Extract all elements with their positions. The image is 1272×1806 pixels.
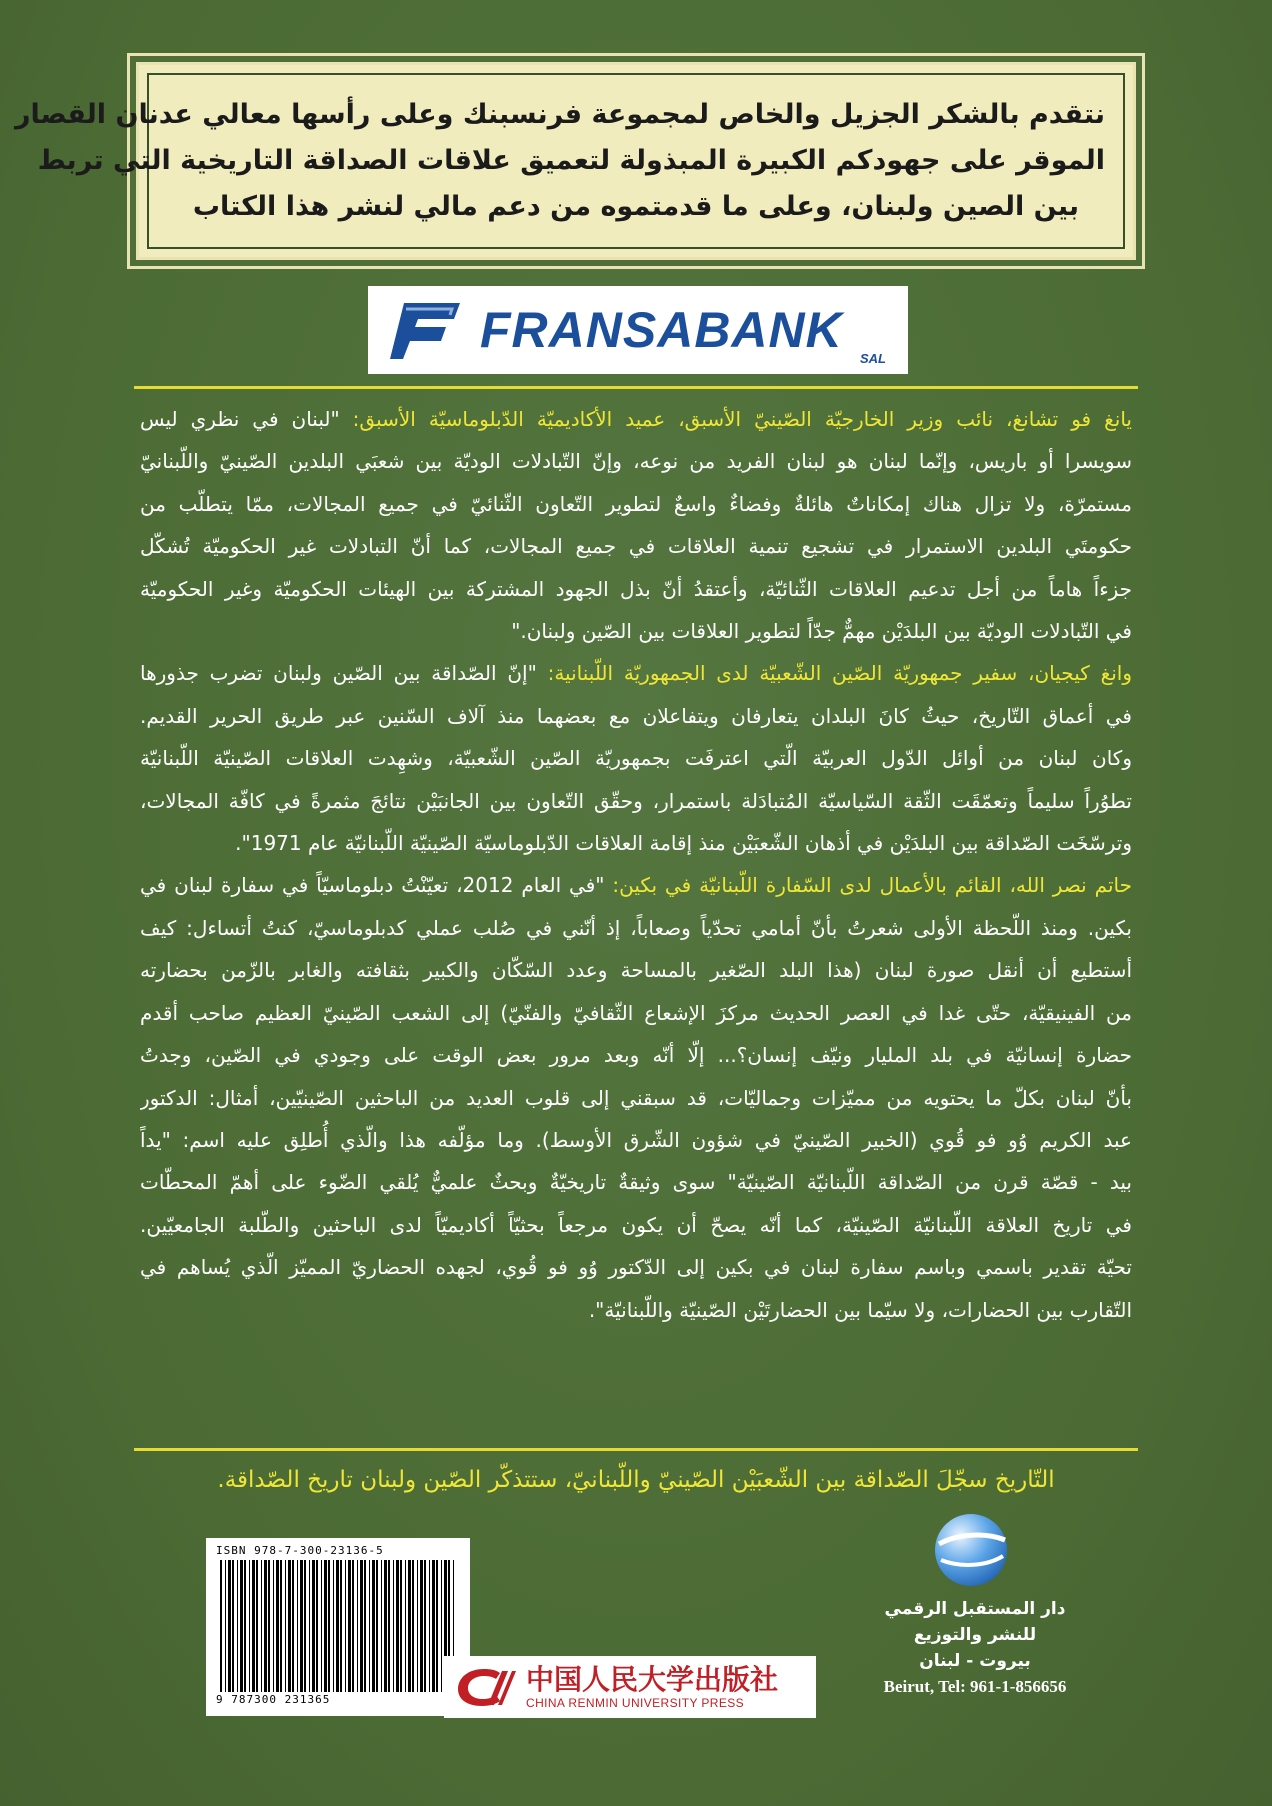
text-line: [140, 1077, 1132, 1119]
fransabank-name: FRANSABANK: [480, 302, 843, 358]
publisher-info: [840, 1596, 1110, 1700]
barcode-bar: [364, 1560, 366, 1692]
quote-text: بأنّ لبنان بكلّ ما يحتويه من مميّزات وجماليّات، قد سبقني إلى قلوب العديد من الباحثين الصّينيّين، أمثال: الدكتور: [140, 1085, 1132, 1110]
quote-text: وترسّخَت الصّداقة بين البلدَيْن في أذهان الشّعبَيْن منذ إقامة العلاقات الدّبلوماسيّة الصّينيّة اللّبنانيّة عام 1971".: [235, 831, 1132, 856]
publisher-city: بيروت - لبنان: [919, 1651, 1031, 1671]
text-line: [140, 1289, 1132, 1331]
barcode-bar: [244, 1560, 246, 1692]
barcode-bar: [357, 1560, 358, 1692]
quote-text: في أعماق التّاريخ، حيثُ كانَ البلدان يتعارفان ويتفاعلان مع بعضهما منذ آلاف السّنين عبر طريق الحرير القديم.: [140, 703, 1132, 728]
barcode-bar: [324, 1560, 327, 1692]
barcode-bar: [288, 1560, 291, 1692]
barcode-bar: [316, 1560, 318, 1692]
quote-text: من الفينيقيّة، حتّى غدا في العصر الحديث مركزَ الإشعاع الثّقافيّ والفنّيّ) إلى الشعب الصّينيّ العظيم صاحب أقدم: [140, 1000, 1132, 1025]
barcode-bar: [424, 1560, 426, 1692]
quote-text: جزءاً هاماً من أجل تدعيم العلاقات الثّنائيّة، وأعتقدُ أنّ بذل الجهود المشتركة بين الهيئات الحكوميّة وغير الحكوميّة: [140, 576, 1132, 601]
barcode-bar: [436, 1560, 438, 1692]
text-line: [140, 398, 1132, 440]
barcode-bar: [372, 1560, 375, 1692]
text-line: [140, 652, 1132, 694]
text-line: [140, 822, 1132, 864]
text-line: [140, 1161, 1132, 1203]
text-line: [140, 949, 1132, 991]
barcode-bar: [280, 1560, 282, 1692]
barcode-bar: [273, 1560, 274, 1692]
quote-text: مستمرّة، ولا تزال هناك إمكاناتٌ هائلةٌ وفضاءٌ واسعٌ لتطوير التّعاون الثّنائيّ في جميع المجالات، ممّا يتطلّب من: [140, 491, 1132, 516]
barcode-bar: [297, 1560, 298, 1692]
press-logo: [444, 1656, 816, 1718]
speaker-name: حاتم نصر الله، القائم بالأعمال لدى السّفارة اللّبنانيّة في بكين:: [604, 873, 1132, 898]
barcode-bar: [432, 1560, 435, 1692]
quote-text: عبد الكريم وُو فو قُوي (الخبير الصّينيّ في شؤون الشّرق الأوسط). وما مؤلّفه هذا والّذي أُطلِق عليه اسم: "يداً: [140, 1127, 1132, 1152]
barcode-bar: [276, 1560, 279, 1692]
barcode-bar: [393, 1560, 394, 1692]
isbn-barcode-box: [206, 1538, 470, 1716]
barcode-bar: [360, 1560, 363, 1692]
barcode-bar: [420, 1560, 423, 1692]
quote-text: تحيّة تقدير باسمي وباسم سفارة لبنان في بكين إلى الدّكتور وُو فو قُوي، لجهده الحضاريّ المميّز الّذي يُساهم في: [140, 1255, 1132, 1280]
text-line: [140, 992, 1132, 1034]
fransabank-suffix: SAL: [860, 351, 886, 366]
text-line: [140, 1034, 1132, 1076]
barcode-bar: [240, 1560, 243, 1692]
quote-text: في تاريخ العلاقة اللّبنانيّة الصّينيّة، كما أنّه يصحّ أن يكون مرجعاً بحثيّاً أكاديميّاً لدى الباحثين والطّلبة الجامعيّين.: [140, 1212, 1132, 1237]
quote-text: حكومتَي البلدين الاستمرار في تشجيع تنمية العلاقات في جميع المجالات، كما أنّ التبادلات غير الحكوميّة تُشكّل: [140, 534, 1132, 559]
barcode-bar: [348, 1560, 351, 1692]
publisher-activity: للنشر والتوزيع: [913, 1625, 1037, 1645]
quote-text: التّقارب بين الحضارات، ولا سيّما بين الحضارتَيْن الصّينيّة واللّبنانيّة".: [588, 1297, 1132, 1322]
publisher-phone: Beirut, Tel: 961-1-856656: [883, 1677, 1067, 1696]
barcode-bar: [300, 1560, 303, 1692]
barcode-bar: [336, 1560, 339, 1692]
barcode-bar: [369, 1560, 370, 1692]
acknowledgment-line: بين الصين ولبنان، وعلى ما قدمتموه من دعم مالي لنشر هذا الكتاب: [192, 190, 1080, 222]
barcode-digits: 9 787300 231365: [216, 1693, 331, 1706]
fransabank-mark-icon: [390, 299, 466, 361]
press-name-english: CHINA RENMIN UNIVERSITY PRESS: [526, 1696, 745, 1710]
quote-text: بكين. ومنذ اللّحظة الأولى شعرتُ بأنّ أمامي تحدّياً وصعاباً، إذ أنّني في صُلب عملي كدبلوماسيّ، كنتُ أتساءل: كيف: [140, 915, 1132, 940]
quote-text: تطوُراً سليماً وتعمّقَت الثّقة السّياسيّة المُتبادَلة باستمرار، وحقّق التّعاون بين الجانبَيْن نتائجَ مثمرةً في كافّة المجالات،: [140, 788, 1132, 813]
press-mark-icon: [454, 1665, 516, 1709]
barcode-bar: [400, 1560, 402, 1692]
top-divider: [134, 386, 1138, 389]
text-line: [140, 864, 1132, 906]
barcode-bar: [268, 1560, 270, 1692]
barcode-bar: [340, 1560, 342, 1692]
text-line: [140, 1204, 1132, 1246]
quote-text: "لبنان في نظري ليس: [140, 407, 340, 431]
barcode-bar: [396, 1560, 399, 1692]
barcode-bar: [264, 1560, 267, 1692]
barcode-bar: [384, 1560, 387, 1692]
barcode-bar: [417, 1560, 418, 1692]
barcode-bar: [441, 1560, 442, 1692]
barcode-bar: [232, 1560, 234, 1692]
barcode-bar: [225, 1560, 226, 1692]
barcode-bar: [321, 1560, 322, 1692]
quote-text: وكان لبنان من أوائل الدّول العربيّة الّتي اعترفَت بجمهوريّة الصّين الشّعبيّة، وشهِدت العلاقات الصّينيّة اللّبنانيّة: [140, 746, 1132, 771]
barcode-bar: [352, 1560, 354, 1692]
speaker-name: يانغ فو تشانغ، نائب وزير الخارجيّة الصّينيّ الأسبق، عميد الأكاديميّة الدّبلوماسيّة الأسبق:: [339, 407, 1132, 431]
bottom-divider: [134, 1448, 1138, 1451]
text-line: [140, 780, 1132, 822]
text-line: [140, 568, 1132, 610]
barcode-bar: [237, 1560, 238, 1692]
barcode-icon: [216, 1560, 460, 1692]
closing-line: التّاريخ سجّلَ الصّداقة بين الشّعبَيْن الصّينيّ واللّبنانيّ، ستتذكّر الصّين ولبنان تاريخ الصّداقة.: [217, 1467, 1055, 1493]
text-line: [140, 1119, 1132, 1161]
acknowledgment-line: الموقر على جهودكم الكبيرة المبذولة لتعميق علاقات الصداقة التاريخية التي تربط: [37, 145, 1105, 177]
acknowledgment-line: نتقدم بالشكر الجزيل والخاص لمجموعة فرنسبنك وعلى رأسها معالي عدنان القصار: [14, 99, 1105, 131]
barcode-bar: [381, 1560, 382, 1692]
barcode-bar: [292, 1560, 294, 1692]
barcode-bar: [312, 1560, 315, 1692]
barcode-bar: [388, 1560, 390, 1692]
barcode-bar: [228, 1560, 231, 1692]
barcode-bar: [309, 1560, 310, 1692]
quote-text: "إنّ الصّداقة بين الصّين ولبنان تضرب جذورها: [140, 661, 537, 686]
barcode-bar: [256, 1560, 258, 1692]
acknowledgment-text: [14, 73, 1125, 249]
isbn-label: ISBN 978-7-300-23136-5: [216, 1544, 384, 1557]
quote-text: في التّبادلات الوديّة بين البلدَيْن مهمٌّ جدّاً لتطوير العلاقات بين الصّين ولبنان.": [511, 619, 1132, 644]
text-line: [140, 525, 1132, 567]
globe-icon: [931, 1510, 1011, 1590]
press-name-chinese: 中国人民大学出版社: [526, 1663, 779, 1696]
quote-text: حضارة إنسانيّة في بلد المليار ونيّف إنسان؟... إلّا أنّه وبعد مرور بعض الوقت على وجودي في الصّين، وجدتُ: [140, 1043, 1132, 1068]
quote-text: "في العام 2012، تعيّنْتُ دبلوماسيّاً في سفارة لبنان في: [140, 873, 605, 898]
barcode-bar: [408, 1560, 411, 1692]
barcode-bar: [252, 1560, 255, 1692]
barcode-bar: [333, 1560, 334, 1692]
barcode-bar: [345, 1560, 346, 1692]
barcode-bar: [220, 1560, 222, 1692]
barcode-bar: [376, 1560, 378, 1692]
quote-text: سويسرا أو باريس، وإنّما لبنان هو لبنان الفريد من نوعه، وإنّ التّبادلات الوديّة بين شعبَي البلدين الصّينيّ واللّبنانيّ: [140, 449, 1132, 474]
text-line: [140, 737, 1132, 779]
speaker-name: وانغ كيجيان، سفير جمهوريّة الصّين الشّعبيّة لدى الجمهوريّة اللّبنانية:: [536, 661, 1132, 686]
text-line: [140, 610, 1132, 652]
quote-text: أستطيع أن أنقل صورة لبنان (هذا البلد الصّغير بالمساحة وعدد السّكّان والكبير بثقافته والغابر بالزّمن بحضارته: [140, 958, 1132, 983]
acknowledgment-frame: [14, 62, 1136, 260]
quote-text: بيد - قصّة قرن من الصّداقة اللّبنانيّة الصّينيّة" سوى وثيقةٌ تاريخيّةٌ وبحثٌ علميٌّ يُلقي الضّوء على أهمّ المحطّات: [140, 1170, 1132, 1195]
testimonials-text: [140, 398, 1132, 1444]
barcode-bar: [285, 1560, 286, 1692]
barcode-bar: [328, 1560, 330, 1692]
text-line: [140, 483, 1132, 525]
barcode-bar: [412, 1560, 414, 1692]
text-line: [140, 440, 1132, 482]
publisher-name: دار المستقبل الرقمي: [884, 1599, 1066, 1619]
text-line: [140, 1246, 1132, 1288]
barcode-bar: [249, 1560, 250, 1692]
barcode-bar: [304, 1560, 306, 1692]
text-line: [140, 695, 1132, 737]
barcode-bar: [261, 1560, 262, 1692]
barcode-bar: [429, 1560, 430, 1692]
barcode-bar: [405, 1560, 406, 1692]
fransabank-logo: [368, 286, 908, 374]
text-line: [140, 907, 1132, 949]
